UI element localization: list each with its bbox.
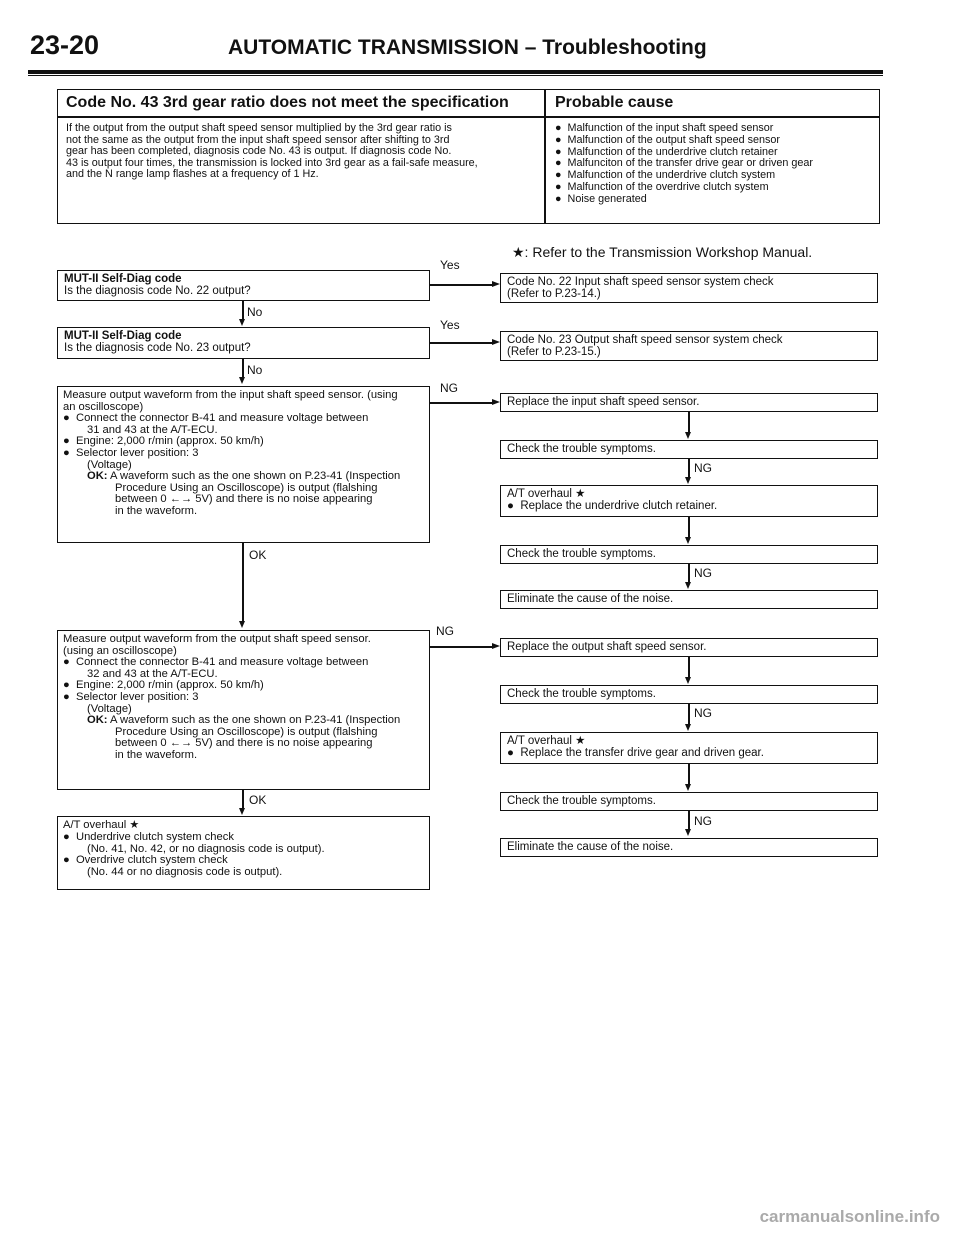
ok-label: OK	[249, 793, 267, 807]
yes-label: Yes	[440, 258, 460, 272]
arrow	[239, 621, 245, 628]
connector	[430, 402, 492, 404]
step4-line: Procedure Using an Oscilloscope) is output (flalshing	[115, 725, 378, 738]
arrow	[239, 319, 245, 326]
code-description-line: and the N range lamp flashes at a frequency of 1 Hz.	[66, 168, 319, 180]
step3-line: ● Selector lever position: 3	[63, 446, 199, 459]
arrow	[685, 784, 691, 791]
step3-line: ● Engine: 2,000 r/min (approx. 50 km/h)	[63, 435, 264, 448]
step4-line: ● Engine: 2,000 r/min (approx. 50 km/h)	[63, 679, 264, 692]
connector	[242, 359, 244, 379]
connector	[688, 459, 690, 479]
step3-line: 31 and 43 at the A/T-ECU.	[87, 423, 218, 436]
cause-item: ● Malfunction of the input shaft speed sensor	[555, 122, 774, 134]
cause-item: ● Malfunction of the underdrive clutch retainer	[555, 145, 778, 158]
connector	[688, 704, 690, 726]
step3-line: OK: A waveform such as the one shown on P.23-41 (Inspection	[87, 470, 401, 483]
step3-line: an oscilloscope)	[63, 400, 144, 413]
connector	[430, 284, 492, 286]
connector	[430, 646, 492, 648]
page-title: AUTOMATIC TRANSMISSION – Troubleshooting	[228, 36, 707, 59]
arrow	[685, 724, 691, 731]
step4-line: ● Selector lever position: 3	[63, 690, 199, 703]
r2-check2-box: Check the trouble symptoms.	[500, 792, 878, 811]
step4-line: between 0 ←→ 5V) and there is no noise appearing	[115, 737, 373, 750]
step1-question: Is the diagnosis code No. 22 output?	[64, 285, 251, 297]
step4-line: 32 and 43 at the A/T-ECU.	[87, 667, 218, 680]
code-description-line: If the output from the output shaft speed sensor multiplied by the 3rd gear ratio is	[66, 122, 452, 134]
ng-label: NG	[694, 461, 712, 475]
page-number: 23-20	[30, 30, 100, 60]
arrow	[492, 339, 500, 345]
arrow	[492, 643, 500, 649]
cause-item: ● Malfunction of the output shaft speed sensor	[555, 133, 781, 146]
r1-check2-box: Check the trouble symptoms.	[500, 545, 878, 564]
step4-line: (using an oscilloscope)	[63, 644, 177, 657]
step2-yes-line1: Code No. 23 Output shaft speed sensor system check	[507, 334, 783, 346]
step2-yes-line2: (Refer to P.23-15.)	[507, 346, 601, 358]
code-description	[66, 123, 478, 181]
step4-line: in the waveform.	[115, 748, 198, 761]
connector	[430, 342, 492, 344]
step1-title: MUT-II Self-Diag code	[64, 273, 182, 285]
r2-eliminate-box: Eliminate the cause of the noise.	[500, 838, 878, 857]
ng-label: NG	[694, 814, 712, 828]
r2-replace-box: Replace the output shaft speed sensor.	[500, 638, 878, 657]
final-item: ● Overdrive clutch system check	[63, 854, 228, 867]
ng-label: NG	[436, 624, 454, 638]
step3-line: between 0 ←→ 5V) and there is no noise appearing	[115, 493, 373, 506]
step1-yes-box	[500, 273, 878, 303]
step1-yes-line1: Code No. 22 Input shaft speed sensor system check	[507, 276, 774, 288]
step4-line: (Voltage)	[87, 702, 132, 715]
step2-title: MUT-II Self-Diag code	[64, 330, 182, 342]
arrow	[239, 377, 245, 384]
connector	[688, 764, 690, 786]
ng-label: NG	[694, 566, 712, 580]
header-rule-thin	[28, 75, 883, 76]
connector	[688, 517, 690, 539]
step3-line: in the waveform.	[115, 504, 198, 517]
final-item: (No. 44 or no diagnosis code is output).	[87, 866, 283, 879]
ng-label: NG	[440, 381, 458, 395]
ng-label: NG	[694, 706, 712, 720]
step2-question: Is the diagnosis code No. 23 output?	[64, 342, 251, 354]
final-title: A/T overhaul ★	[63, 819, 140, 831]
arrow	[685, 677, 691, 684]
no-label: No	[247, 305, 263, 319]
r2-overhaul-item: ● Replace the transfer drive gear and driven gear.	[507, 747, 764, 759]
step2-yes-box	[500, 331, 878, 361]
code-title: Code No. 43 3rd gear ratio does not meet the specification	[66, 94, 509, 111]
r1-overhaul-title: A/T overhaul ★	[507, 488, 586, 500]
cause-item: ● Malfunction of the overdrive clutch system	[555, 180, 769, 193]
step3-line: (Voltage)	[87, 458, 132, 471]
arrow	[239, 808, 245, 815]
code-description-line: 43 is output four times, the transmission is locked into 3rd gear as a fail-safe measure,	[66, 156, 478, 169]
code-description-line: gear has been completed, diagnosis code No. 43 is output. If diagnosis code No.	[66, 145, 452, 157]
arrow	[685, 582, 691, 589]
step2-box	[57, 327, 430, 359]
cause-list	[555, 123, 813, 206]
yes-label: Yes	[440, 318, 460, 332]
arrow	[492, 399, 500, 405]
step4-line: Measure output waveform from the output shaft speed sensor.	[63, 633, 371, 645]
final-item: ● Underdrive clutch system check	[63, 830, 234, 843]
step1-yes-line2: (Refer to P.23-14.)	[507, 288, 601, 300]
code-description-line: not the same as the output from the input shaft speed sensor after shifting to 3rd	[66, 133, 450, 146]
workshop-manual-note: ★: Refer to the Transmission Workshop Manual.	[512, 244, 813, 260]
connector	[688, 657, 690, 679]
arrow	[492, 281, 500, 287]
r1-overhaul-item: ● Replace the underdrive clutch retainer.	[507, 500, 718, 512]
connector	[688, 412, 690, 434]
cause-title: Probable cause	[555, 94, 674, 111]
code-box-divider	[544, 89, 546, 224]
cause-item: ● Malfunciton of the transfer drive gear or driven gear	[555, 157, 813, 170]
connector	[242, 543, 244, 623]
step4-line: OK: A waveform such as the one shown on P.23-41 (Inspection	[87, 714, 401, 727]
arrow	[685, 829, 691, 836]
step3-box	[57, 386, 430, 543]
ok-label: OK	[249, 548, 267, 562]
step3-line: ● Connect the connector B-41 and measure voltage between	[63, 412, 369, 425]
r2-overhaul-title: A/T overhaul ★	[507, 735, 586, 747]
r1-check1-box: Check the trouble symptoms.	[500, 440, 878, 459]
final-overhaul-box	[57, 816, 430, 890]
connector	[688, 811, 690, 831]
step4-line: ● Connect the connector B-41 and measure voltage between	[63, 656, 369, 669]
arrow	[685, 477, 691, 484]
cause-item: ● Noise generated	[555, 192, 647, 205]
final-item: (No. 41, No. 42, or no diagnosis code is output).	[87, 842, 325, 855]
connector	[688, 564, 690, 584]
step3-line: Measure output waveform from the input shaft speed sensor. (using	[63, 389, 398, 401]
code-box-header-rule	[57, 116, 880, 118]
header-rule	[28, 70, 883, 74]
connector	[242, 790, 244, 810]
r2-check1-box: Check the trouble symptoms.	[500, 685, 878, 704]
no-label: No	[247, 363, 263, 377]
watermark: carmanualsonline.info	[759, 1207, 940, 1226]
r2-overhaul-box	[500, 732, 878, 764]
step1-box	[57, 270, 430, 301]
r1-replace-box: Replace the input shaft speed sensor.	[500, 393, 878, 412]
r1-overhaul-box	[500, 485, 878, 517]
arrow	[685, 432, 691, 439]
arrow	[685, 537, 691, 544]
cause-item: ● Malfunction of the underdrive clutch system	[555, 169, 776, 182]
r1-eliminate-box: Eliminate the cause of the noise.	[500, 590, 878, 609]
step4-box	[57, 630, 430, 790]
step3-line: Procedure Using an Oscilloscope) is output (flalshing	[115, 481, 378, 494]
connector	[242, 301, 244, 321]
